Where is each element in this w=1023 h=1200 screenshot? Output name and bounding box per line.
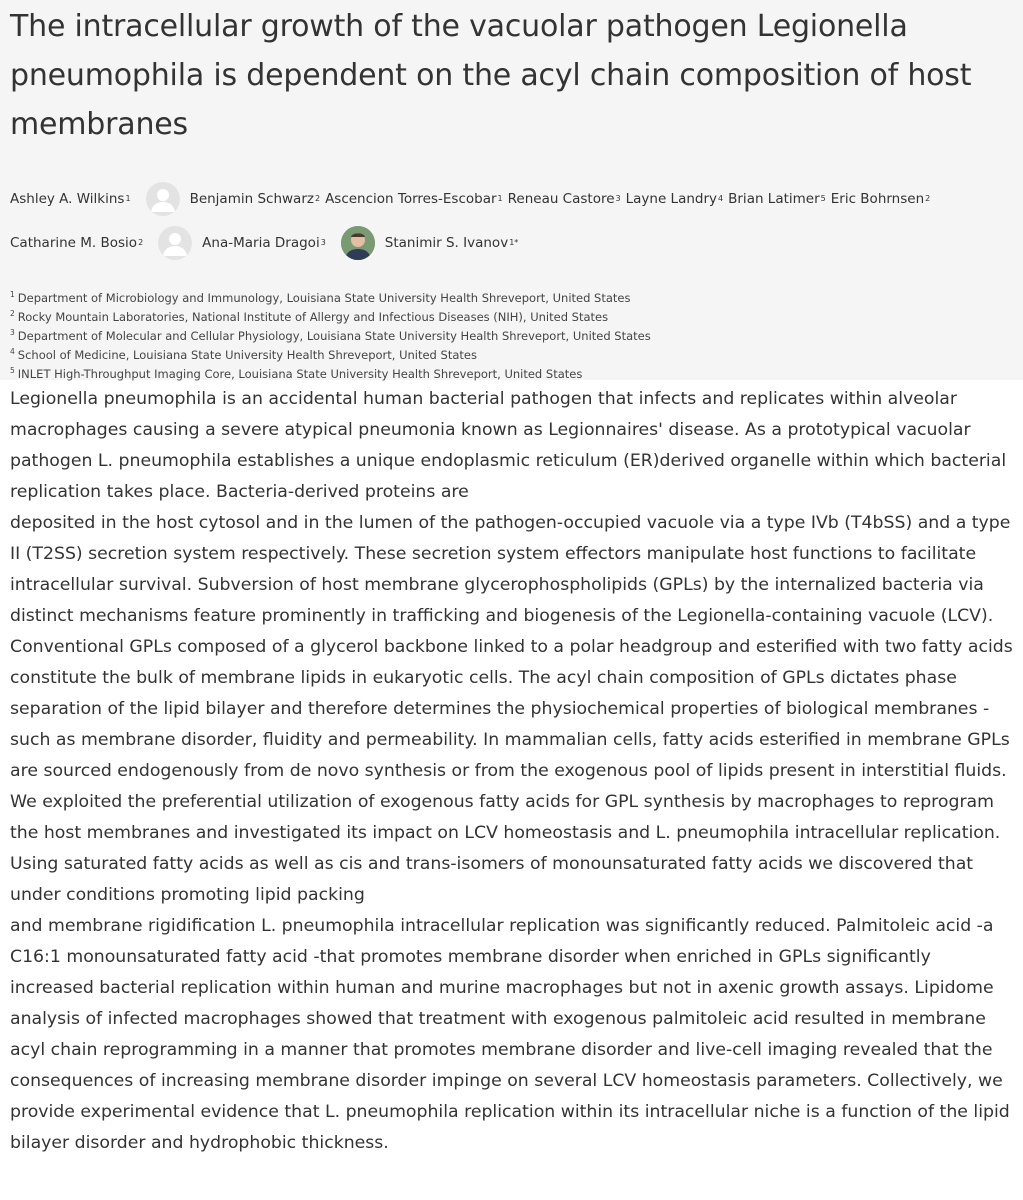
author-name[interactable]: Eric Bohrnsen 2: [830, 191, 931, 207]
author-name[interactable]: Ascencion Torres-Escobar 1: [325, 191, 503, 207]
affiliation-item: $^3$ Department of Molecular and Cellular Physiology, Louisiana State University Health Shreveport, United States: [10, 328, 651, 343]
author-name[interactable]: Ana-Maria Dragoi 3: [202, 235, 326, 251]
author-name[interactable]: Benjamin Schwarz 2: [189, 191, 321, 207]
author-name[interactable]: Brian Latimer 5: [728, 191, 826, 207]
abstract-paragraph: and membrane rigidification L. pneumophila intracellular replication was significantly reduced. Palmitoleic acid -a C16:1 monounsaturated fatty acid -that promotes membrane disorder when enriched in GPLs significantly increased bacterial replication within human and murine macrophages but not in axenic growth assays. Lipidome analysis of infected macrophages showed that treatment with exogenous palmitoleic acid resulted in membrane acyl chain reprogramming in a manner that promotes membrane disorder and live-cell imaging revealed that the consequences of increasing membrane disorder impinge on several LCV homeostasis parameters. Collectively, we provide experimental evidence that L. pneumophila replication within its intracellular niche is a function of the lipid bilayer disorder and hydrophobic thickness.: [10, 916, 1010, 1153]
author-name[interactable]: Catharine M. Bosio 2: [10, 235, 144, 251]
affiliation-item: $^4$ School of Medicine, Louisiana State University Health Shreveport, United States: [10, 347, 477, 362]
affiliation-item: $^1$ Department of Microbiology and Immunology, Louisiana State University Health Shreveport, United States: [10, 290, 631, 305]
abstract-paragraph: Legionella pneumophila is an accidental human bacterial pathogen that infects and replicates within alveolar macrophages causing a severe atypical pneumonia known as Legionnaires' disease. As a prototypical vacuolar pathogen L. pneumophila establishes a unique endoplasmic reticulum (ER)derived organelle within which bacterial replication takes place. Bacteria-derived proteins are: [10, 389, 1007, 502]
author-row-1: [10, 179, 1013, 219]
author-name[interactable]: Layne Landry 4: [625, 191, 724, 207]
author-list: [10, 179, 1013, 263]
article-title: The intracellular growth of the vacuolar pathogen Legionella pneumophila is dependent on the acyl chain composition of host membranes: [10, 9, 972, 142]
author-photo-avatar: [341, 226, 375, 260]
author-name[interactable]: Reneau Castore 3: [507, 191, 621, 207]
abstract-paragraph: deposited in the host cytosol and in the lumen of the pathogen-occupied vacuole via a type IVb (T4bSS) and a type II (T2SS) secretion system respectively. These secretion system effectors manipulate host functions to facilitate intracellular survival. Subversion of host membrane glycerophospholipids (GPLs) by the internalized bacteria via distinct mechanisms feature prominently in trafficking and biogenesis of the Legionella-containing vacuole (LCV). Conventional GPLs composed of a glycerol backbone linked to a polar headgroup and esterified with two fatty acids constitute the bulk of membrane lipids in eukaryotic cells. The acyl chain composition of GPLs dictates phase separation of the lipid bilayer and therefore determines the physiochemical properties of biological membranes -such as membrane disorder, fluidity and permeability. In mammalian cells, fatty acids esterified in membrane GPLs are sourced endogenously from de novo synthesis or from the exogenous pool of lipids present in interstitial fluids. We exploited the preferential utilization of exogenous fatty acids for GPL synthesis by macrophages to reprogram the host membranes and investigated its impact on LCV homeostasis and L. pneumophila intracellular replication. Using saturated fatty acids as well as cis and trans-isomers of monounsaturated fatty acids we discovered that under conditions promoting lipid packing: [10, 513, 1013, 905]
affiliation-item: $^2$ Rocky Mountain Laboratories, National Institute of Allergy and Infectious Diseases (NIH), United States: [10, 309, 609, 324]
author-name[interactable]: Stanimir S. Ivanov 1*: [384, 235, 519, 251]
affiliation-list: [10, 289, 1013, 384]
author-name[interactable]: Ashley A. Wilkins 1: [10, 191, 131, 207]
article-header: [0, 0, 1023, 380]
affiliation-item: $^5$ INLET High-Throughput Imaging Core, Louisiana State University Health Shreveport, United States: [10, 366, 583, 381]
author-row-2: [10, 223, 1013, 263]
person-silhouette-icon: [158, 226, 192, 260]
person-silhouette-icon: [146, 182, 180, 216]
abstract-body: [0, 380, 1023, 1159]
